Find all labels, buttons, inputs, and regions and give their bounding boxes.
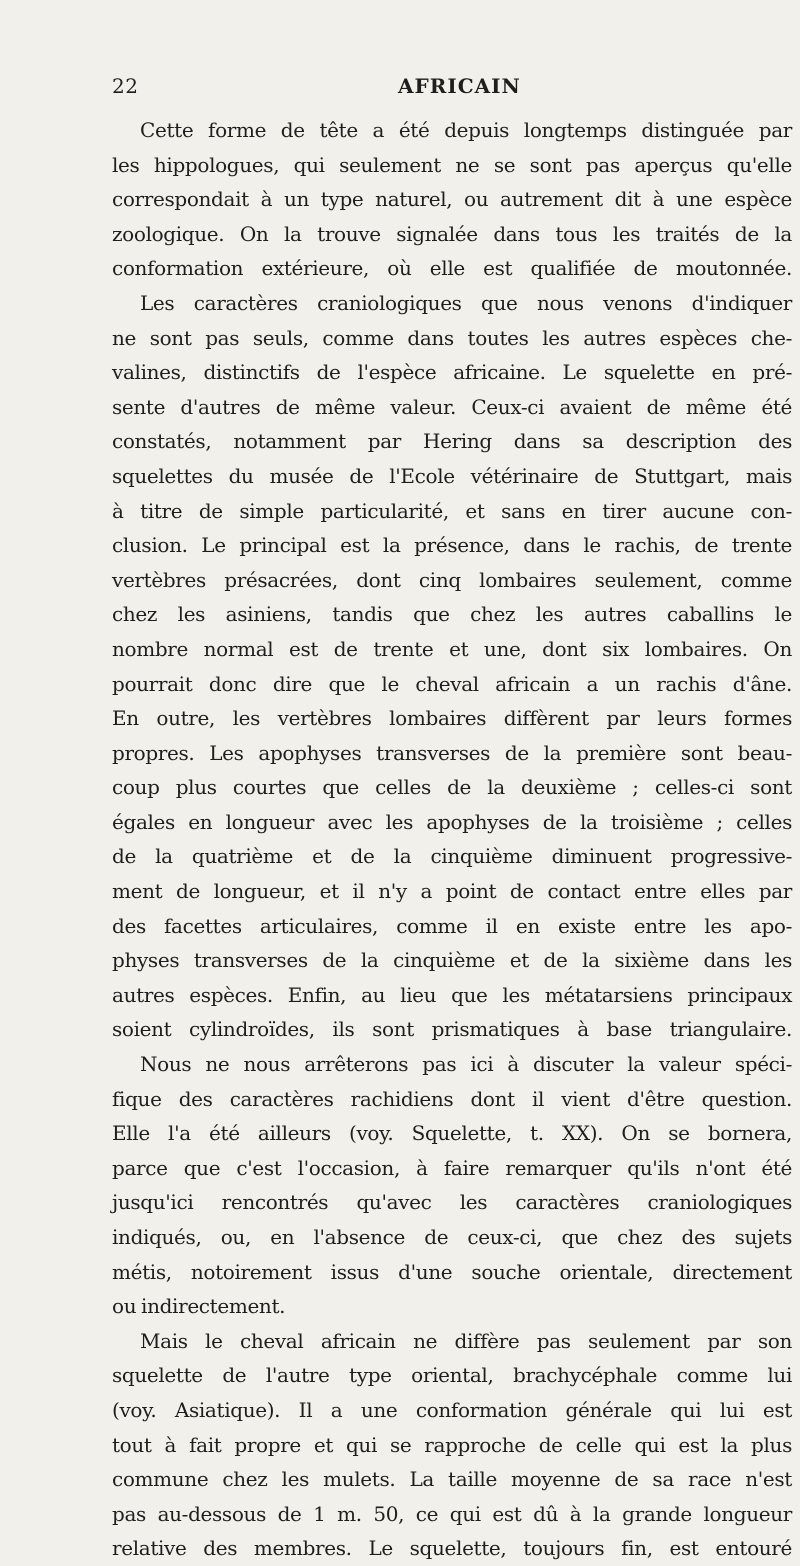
- text-line: ment de longueur, et il n'y a point de contact entre elles par: [112, 879, 792, 904]
- text-line: chez les asiniens, tandis que chez les autres caballins le: [112, 602, 792, 627]
- text-line: parce que c'est l'occasion, à faire remarquer qu'ils n'ont été: [112, 1155, 792, 1180]
- text-line: correspondait à un type naturel, ou autrement dit à une espèce: [112, 187, 792, 212]
- text-line: sente d'autres de même valeur. Ceux-ci avaient de même été: [112, 394, 792, 419]
- text-line: squelette de l'autre type oriental, brachycéphale comme lui: [112, 1363, 792, 1388]
- text-line: conformation extérieure, où elle est qualifiée de moutonnée.: [112, 256, 792, 281]
- text-line: ou indirectement.: [112, 1294, 286, 1319]
- text-line: pourrait donc dire que le cheval africain a un rachis d'âne.: [112, 671, 792, 696]
- text-line: les hippologues, qui seulement ne se sont pas aperçus qu'elle: [112, 152, 792, 177]
- running-head: [112, 74, 792, 104]
- text-line: zoologique. On la trouve signalée dans tous les traités de la: [112, 221, 792, 246]
- text-line: autres espèces. Enfin, au lieu que les métatarsiens principaux: [112, 982, 792, 1007]
- text-line: valines, distinctifs de l'espèce africaine. Le squelette en pré-: [112, 360, 792, 385]
- text-line: coup plus courtes que celles de la deuxième ; celles-ci sont: [112, 775, 792, 800]
- text-line: métis, notoirement issus d'une souche orientale, directement: [112, 1259, 792, 1284]
- text-line: (voy. Asiatique). Il a une conformation générale qui lui est: [112, 1397, 792, 1422]
- text-line: constatés, notamment par Hering dans sa description des: [112, 429, 792, 454]
- text-line: nombre normal est de trente et une, dont six lombaires. On: [112, 636, 792, 661]
- text-line: égales en longueur avec les apophyses de la troisième ; celles: [112, 809, 792, 834]
- text-line: relative des membres. Le squelette, toujours fin, est entouré: [112, 1536, 792, 1561]
- page-number: 22: [112, 74, 139, 98]
- text-line: Les caractères craniologiques que nous venons d'indiquer: [140, 290, 792, 315]
- text-line: Mais le cheval africain ne diffère pas seulement par son: [140, 1328, 792, 1353]
- body-text: [112, 113, 792, 1566]
- text-line: clusion. Le principal est la présence, dans le rachis, de trente: [112, 533, 792, 558]
- running-title: AFRICAIN: [398, 74, 521, 98]
- text-line: propres. Les apophyses transverses de la première sont beau-: [112, 740, 792, 765]
- text-line: tout à fait propre et qui se rapproche de celle qui est la plus: [112, 1432, 792, 1457]
- text-line: vertèbres présacrées, dont cinq lombaires seulement, comme: [112, 567, 792, 592]
- text-line: pas au-dessous de 1 m. 50, ce qui est dû à la grande longueur: [112, 1501, 792, 1526]
- text-line: Elle l'a été ailleurs (voy. Squelette, t. XX). On se bornera,: [112, 1121, 792, 1146]
- text-line: physes transverses de la cinquième et de la sixième dans les: [112, 948, 792, 973]
- text-line: jusqu'ici rencontrés qu'avec les caractères craniologiques: [112, 1190, 792, 1215]
- text-line: Nous ne nous arrêterons pas ici à discuter la valeur spéci-: [140, 1052, 792, 1077]
- text-line: fique des caractères rachidiens dont il vient d'être question.: [112, 1086, 792, 1111]
- text-line: Cette forme de tête a été depuis longtemps distinguée par: [140, 118, 792, 142]
- text-line: En outre, les vertèbres lombaires diffèrent par leurs formes: [112, 706, 792, 731]
- text-line: à titre de simple particularité, et sans en tirer aucune con-: [112, 498, 792, 523]
- text-line: soient cylindroïdes, ils sont prismatiques à base triangulaire.: [112, 1017, 792, 1042]
- text-line: commune chez les mulets. La taille moyenne de sa race n'est: [112, 1467, 792, 1492]
- text-line: indiqués, ou, en l'absence de ceux-ci, que chez des sujets: [112, 1225, 792, 1249]
- text-line: de la quatrième et de la cinquième diminuent progressive-: [112, 844, 792, 869]
- text-line: ne sont pas seuls, comme dans toutes les autres espèces che-: [112, 325, 792, 350]
- text-line: squelettes du musée de l'Ecole vétérinaire de Stuttgart, mais: [112, 463, 792, 488]
- text-line: des facettes articulaires, comme il en existe entre les apo-: [112, 913, 792, 938]
